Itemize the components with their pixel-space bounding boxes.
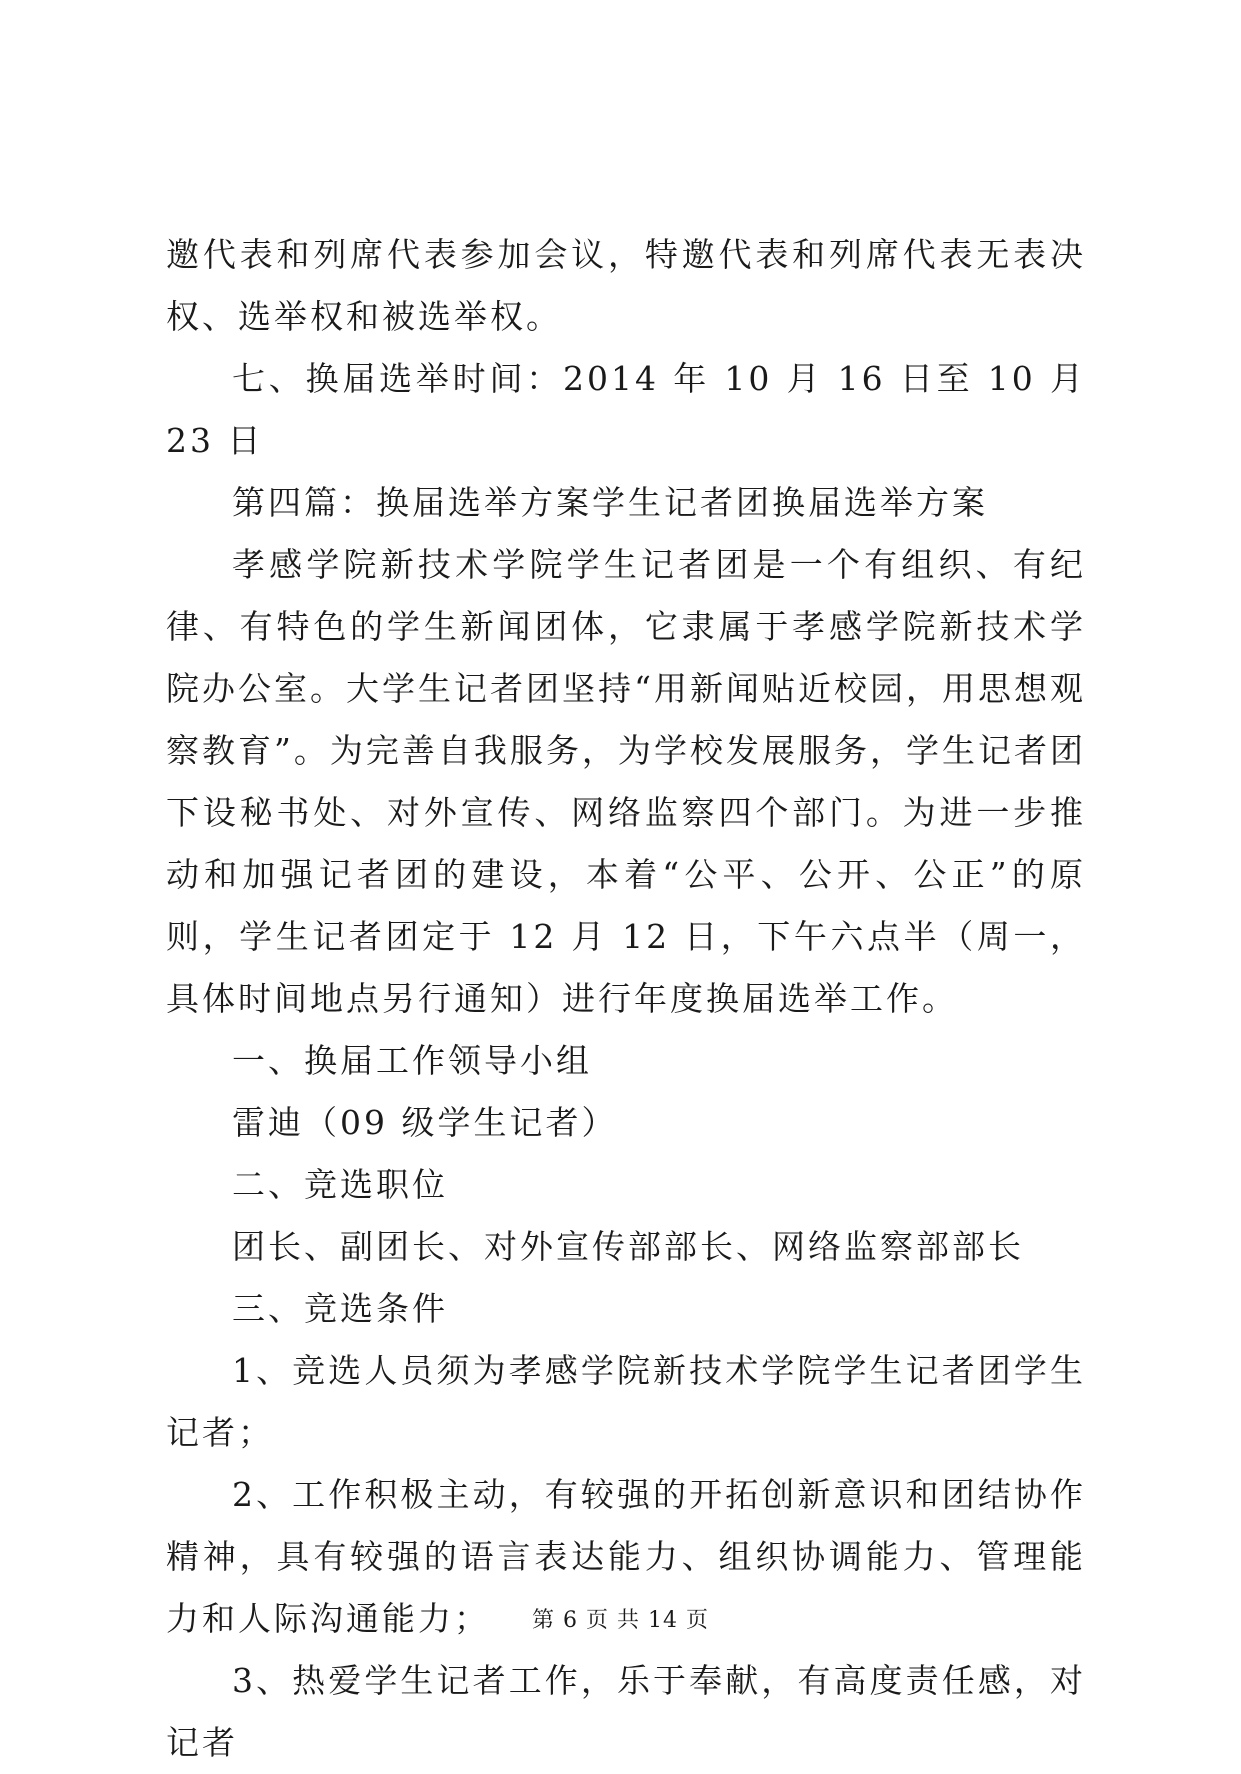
- paragraph-3: 第四篇：换届选举方案学生记者团换届选举方案: [232, 483, 988, 522]
- paragraph-4: 孝感学院新技术学院学生记者团是一个有组织、有纪律、有特色的学生新闻团体，它隶属于孝感学院新技术学院办公室。大学生记者团坚持“用新闻贴近校园，用思想观察教育”。为完善自我服务，为学校发展服务，学生记者团下设秘书处、对外宣传、网络监察四个部门。为进一步推动和加强记者团的建设，本着“公平、公开、公正”的原则，学生记者团定于 12 月 12 日，下午六点半（周一，具体时间地点另行通知）进行年度换届选举工作。: [166, 545, 1086, 1018]
- paragraph-11: 2、工作积极主动，有较强的开拓创新意识和团结协作精神，具有较强的语言表达能力、组织协调能力、管理能力和人际沟通能力；: [166, 1475, 1086, 1638]
- paragraph-9: 三、竞选条件: [232, 1289, 448, 1328]
- paragraph-10: 1、竞选人员须为孝感学院新技术学院学生记者团学生记者；: [166, 1351, 1086, 1452]
- page-number-footer: 第 6 页 共 14 页: [532, 1608, 709, 1633]
- paragraph-7: 二、竞选职位: [232, 1165, 448, 1204]
- paragraph-6: 雷迪（09 级学生记者）: [232, 1103, 618, 1142]
- paragraph-2: 七、换届选举时间：2014 年 10 月 16 日至 10 月 23 日: [166, 359, 1086, 460]
- paragraph-12: 3、热爱学生记者工作，乐于奉献，有高度责任感，对记者: [166, 1661, 1086, 1762]
- paragraph-5: 一、换届工作领导小组: [232, 1041, 592, 1080]
- document-body: [166, 224, 1086, 1774]
- paragraph-8: 团长、副团长、对外宣传部部长、网络监察部部长: [232, 1227, 1024, 1266]
- paragraph-1: 邀代表和列席代表参加会议，特邀代表和列席代表无表决权、选举权和被选举权。: [166, 235, 1086, 336]
